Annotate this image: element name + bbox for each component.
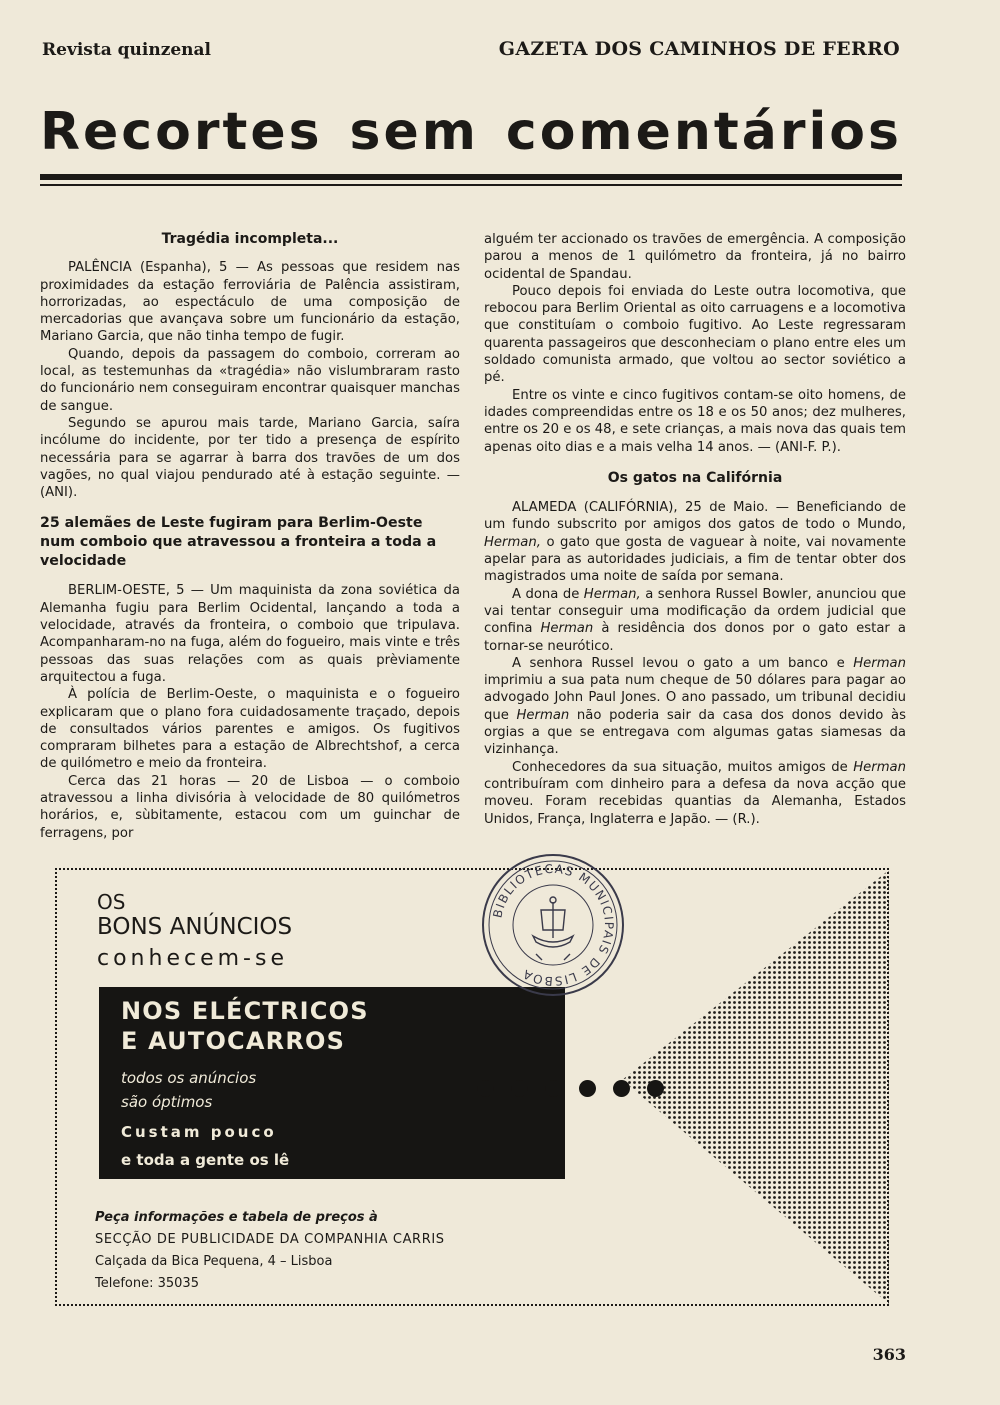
section-title: Recortes sem comentários xyxy=(40,102,902,162)
ad-line-os: OS xyxy=(97,890,126,914)
ad-line-bons-anuncios: BONS ANÚNCIOS xyxy=(97,914,293,940)
text: A senhora Russel levou o gato a um banco e xyxy=(512,655,854,671)
library-stamp xyxy=(478,850,628,1000)
ad-italic-2: são óptimos xyxy=(121,1093,213,1111)
cat-name: Herman xyxy=(853,655,906,671)
ad-headline-2: E AUTOCARROS xyxy=(121,1027,346,1055)
paragraph xyxy=(484,655,906,759)
paragraph xyxy=(484,499,906,585)
ad-info-line-3: Calçada da Bica Pequena, 4 – Lisboa xyxy=(95,1254,333,1269)
right-column xyxy=(484,231,906,828)
page-number: 363 xyxy=(872,1345,906,1364)
text: não poderia sair da casa dos donos devido às orgias a que se entregava com algumas gatas siamesas da vizinhança. xyxy=(484,707,906,758)
dot xyxy=(579,1080,596,1097)
text: o gato que gosta de vaguear à noite, vai novamente apelar para as autoridades judiciais, a fim de tentar obter dos magistrados uma noite de saída por semana. xyxy=(484,534,906,585)
ad-headline-1: NOS ELÉCTRICOS xyxy=(121,997,369,1025)
ad-toda-gente: e toda a gente os lê xyxy=(121,1151,290,1169)
dot xyxy=(511,1080,528,1097)
ad-info-line-2: SECÇÃO DE PUBLICIDADE DA COMPANHIA CARRIS xyxy=(95,1232,445,1247)
ad-italic-1: todos os anúncios xyxy=(121,1069,257,1087)
article-heading-tragedia: Tragédia incompleta... xyxy=(161,231,339,247)
title-rule-thin xyxy=(40,184,902,186)
stamp-text: BIBLIOTECAS MUNICIPAIS DE LISBOA xyxy=(490,861,617,989)
paragraph: Pouco depois foi enviada do Leste outra locomotiva, que rebocou para Berlim Oriental as oito carruagens e a locomotiva que constituíam o comboio fugitivo. Ao Leste regressaram quarenta passageiros que desconheciam o plano entre eles um soldado comunista armado, que voltou ao sector soviético a pé. xyxy=(484,283,906,386)
dot xyxy=(545,1080,562,1097)
paragraph: Segundo se apurou mais tarde, Mariano Garcia, saíra incólume do incidente, por ter tido a presença de espírito necessária para se agarrar à barra dos travões de um dos vagões, no qual viajou pendurado até à estação seguinte. — (ANI). xyxy=(40,415,460,501)
text: Conhecedores da sua situação, muitos amigos de xyxy=(512,759,854,775)
ad-info-line-4: Telefone: 35035 xyxy=(95,1276,199,1291)
dot-row xyxy=(477,1080,667,1096)
text: contribuíram com dinheiro para a defesa da nova acção que moveu. Foram recebidas quantias da Alemanha, Estados Unidos, França, Inglaterra e Japão. — (R.). xyxy=(484,776,906,827)
paragraph: PALÊNCIA (Espanha), 5 — As pessoas que residem nas proximidades da estação ferroviária de Palência assistiram, horrorizadas, ao espectáculo de uma composição de mercadorias que avançava sobre um funcionário da estação, Mariano Garcia, que não tinha tempo de fugir. xyxy=(40,260,460,345)
dot xyxy=(613,1080,630,1097)
paragraph: BERLIM-OESTE, 5 — Um maquinista da zona soviética da Alemanha fugiu para Berlim Ocidental, lançando a toda a velocidade, através da fronteira, o comboio que tripulava. Acompanharam-no na fuga, além do fogueiro, mais vinte e três pessoas das suas relações com as quais prèviamente arquitectou a fuga. xyxy=(40,583,460,685)
paragraph: Cerca das 21 horas — 20 de Lisboa — o comboio atravessou a linha divisória à velocidade de 80 quilómetros horários, e, sùbitamente, estacou com um guinchar de ferragens, por xyxy=(40,773,460,841)
title-rule-thick xyxy=(40,174,902,180)
cat-name: Herman xyxy=(540,621,594,637)
ad-info-line-1: Peça informações e tabela de preços à xyxy=(95,1210,378,1225)
cat-name: Herman xyxy=(853,759,906,775)
publication-frequency: Revista quinzenal xyxy=(42,40,212,60)
carris-advertisement xyxy=(55,868,889,1306)
cat-name: Herman, xyxy=(484,534,541,550)
dot xyxy=(477,1080,494,1097)
text: ALAMEDA (CALIFÓRNIA), 25 de Maio. — Beneficiando de um fundo subscrito por amigos dos gatos de todo o Mundo, xyxy=(484,500,906,533)
cat-name: Herman, xyxy=(583,586,641,602)
ad-custam: Custam pouco xyxy=(121,1123,277,1141)
paragraph xyxy=(484,586,906,655)
article-heading-gatos: Os gatos na Califórnia xyxy=(607,469,783,486)
text: a senhora Russel Bowler, anunciou que vai tentar conseguir uma modificação da ordem judicial que confina xyxy=(484,586,906,637)
paragraph: À polícia de Berlim-Oeste, o maquinista e o fogueiro explicaram que o plano fora cuidadosamente traçado, depois de consultados vários parentes e amigos. Os fugitivos compraram bilhetes para a estação de Albrechtshof, a cerca de quilómetro e meio da fronteira. xyxy=(40,687,460,772)
article-heading-berlim: 25 alemães de Leste fugiram para Berlim-Oeste num comboio que atravessou a fronteira a toda a velocidade xyxy=(40,515,437,570)
dot xyxy=(647,1080,664,1097)
paragraph: Quando, depois da passagem do comboio, correram ao local, as testemunhas da «tragédia» não vislumbraram rasto do funcionário nem conseguiram encontrar quaisquer manchas de sangue. xyxy=(40,346,460,414)
ship-emblem-icon xyxy=(533,897,573,960)
publication-title: GAZETA DOS CAMINHOS DE FERRO xyxy=(498,38,900,60)
left-column xyxy=(40,231,460,842)
text: à residência dos donos por o gato estar a tornar-se neurótico. xyxy=(484,621,906,654)
text: imprimiu a sua pata num cheque de 50 dólares para pagar ao advogado John Paul Jones. O ano passado, um tribunal decidiu que xyxy=(484,673,906,723)
ad-line-conhecem: conhecem-se xyxy=(97,946,288,971)
paragraph: alguém ter accionado os travões de emergência. A composição parou a menos de 1 quilómetro da fronteira, já no bairro ocidental de Spandau. xyxy=(484,232,906,282)
paragraph xyxy=(484,759,906,828)
paragraph: Entre os vinte e cinco fugitivos contam-se oito homens, de idades compreendidas entre os 18 e os 50 anos; dez mulheres, entre os 20 e os 48, e sete crianças, a mais nova das quais tem apenas oito dias e a mais velha 14 anos. — (ANI-F. P.). xyxy=(484,387,906,455)
text: A dona de xyxy=(512,586,584,602)
cat-name: Herman xyxy=(516,707,570,723)
